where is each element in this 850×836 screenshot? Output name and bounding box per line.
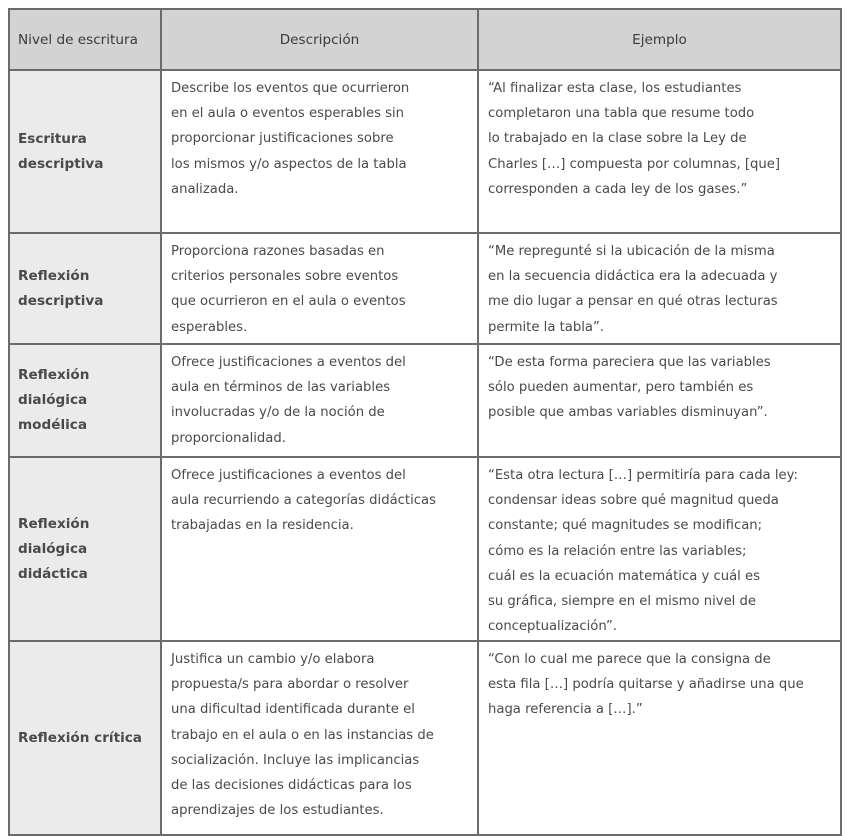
description-text-line: en el aula o eventos esperables sin xyxy=(171,106,405,122)
table-row xyxy=(9,233,841,344)
table-row xyxy=(9,344,841,457)
example-text-line: su gráfica, siempre en el mismo nivel de xyxy=(488,594,757,610)
example-cell xyxy=(478,233,841,344)
example-text-line: cómo es la relación entre las variables; xyxy=(488,543,747,559)
level-text-line: dialógica xyxy=(18,540,88,557)
table-header xyxy=(9,9,841,70)
description-cell xyxy=(161,641,478,835)
level-cell xyxy=(9,344,161,457)
example-cell xyxy=(478,70,841,233)
level-cell xyxy=(9,70,161,233)
description-text-line: involucradas y/o de la noción de xyxy=(171,405,385,421)
table-row xyxy=(9,457,841,641)
example-cell xyxy=(478,457,841,641)
example-text-line: me dio lugar a pensar en qué otras lecturas xyxy=(488,294,778,310)
description-text-line: analizada. xyxy=(171,181,239,197)
description-text-line: una dificultad identificada durante el xyxy=(171,702,415,718)
description-text-line: Describe los eventos que ocurrieron xyxy=(171,81,410,96)
level-text-line: descriptiva xyxy=(18,292,104,309)
description-text-line: aula en términos de las variables xyxy=(171,380,391,396)
table-body xyxy=(9,70,841,835)
example-cell xyxy=(478,344,841,457)
description-text-line: que ocurrieron en el aula o eventos xyxy=(171,294,406,310)
example-text-line: permite la tabla”. xyxy=(488,319,604,335)
example-text-line: esta fila […] podría quitarse y añadirse una que xyxy=(488,677,804,693)
level-text-line: descriptiva xyxy=(18,155,104,172)
example-cell xyxy=(478,641,841,835)
level-text-line: Reflexión crítica xyxy=(18,729,142,746)
example-text-line: “De esta forma pareciera que las variables xyxy=(488,355,771,370)
level-text-line: didáctica xyxy=(18,565,88,582)
header-ejemplo: Ejemplo xyxy=(478,9,841,70)
level-cell xyxy=(9,641,161,835)
description-text-line: esperables. xyxy=(171,319,248,335)
example-text-line: posible que ambas variables disminuyan”. xyxy=(488,405,768,421)
level-cell xyxy=(9,457,161,641)
example-text-line: lo trabajado en la clase sobre la Ley de xyxy=(488,131,747,147)
description-text-line: de las decisiones didácticas para los xyxy=(171,778,412,794)
description-text-line: propuesta/s para abordar o resolver xyxy=(171,677,409,693)
description-text-line: socialización. Incluye las implicancias xyxy=(171,752,420,768)
description-text-line: criterios personales sobre eventos xyxy=(171,269,399,285)
description-text-line: proporcionar justificaciones sobre xyxy=(171,131,394,147)
description-cell xyxy=(161,457,478,641)
example-text-line: condensar ideas sobre qué magnitud queda xyxy=(488,493,779,509)
description-cell xyxy=(161,344,478,457)
example-text-line: sólo pueden aumentar, pero también es xyxy=(488,380,754,396)
example-text-line: en la secuencia didáctica era la adecuada y xyxy=(488,269,778,285)
example-text-line: haga referencia a […].” xyxy=(488,702,643,718)
example-text-line: “Con lo cual me parece que la consigna de xyxy=(488,652,771,667)
description-text-line: los mismos y/o aspectos de la tabla xyxy=(171,156,407,172)
writing-levels-table xyxy=(8,8,842,836)
example-text-line: conceptualización”. xyxy=(488,619,617,635)
description-cell xyxy=(161,70,478,233)
example-text-line: Charles […] compuesta por columnas, [que] xyxy=(488,156,780,172)
example-text-line: “Al finalizar esta clase, los estudiantes xyxy=(488,81,742,96)
level-text-line: Escritura xyxy=(18,130,87,147)
level-text-line: Reflexión xyxy=(18,515,90,532)
table-row xyxy=(9,641,841,835)
example-text-line: “Me repregunté si la ubicación de la misma xyxy=(488,244,775,259)
description-text-line: Justifica un cambio y/o elabora xyxy=(171,652,375,667)
description-text-line: aula recurriendo a categorías didácticas xyxy=(171,493,436,509)
description-text-line: proporcionalidad. xyxy=(171,430,286,446)
level-text-line: Reflexión xyxy=(18,367,90,383)
example-text-line: completaron una tabla que resume todo xyxy=(488,106,755,122)
header-row xyxy=(9,9,841,70)
description-text-line: trabajadas en la residencia. xyxy=(171,518,354,534)
example-text-line: cuál es la ecuación matemática y cuál es xyxy=(488,568,761,584)
level-text-line: dialógica xyxy=(18,392,88,408)
description-text-line: Ofrece justificaciones a eventos del xyxy=(171,468,406,483)
table-row xyxy=(9,70,841,233)
header-descripcion: Descripción xyxy=(161,9,478,70)
example-text-line: corresponden a cada ley de los gases.” xyxy=(488,181,748,197)
header-nivel: Nivel de escritura xyxy=(9,9,161,70)
example-text-line: constante; qué magnitudes se modifican; xyxy=(488,518,763,534)
level-text-line: Reflexión xyxy=(18,267,90,284)
description-text-line: aprendizajes de los estudiantes. xyxy=(171,803,384,819)
level-cell xyxy=(9,233,161,344)
description-text-line: trabajo en el aula o en las instancias de xyxy=(171,727,434,743)
description-text-line: Ofrece justificaciones a eventos del xyxy=(171,355,406,370)
example-text-line: “Esta otra lectura […] permitiría para cada ley: xyxy=(488,468,798,483)
level-text-line: modélica xyxy=(18,417,88,433)
description-cell xyxy=(161,233,478,344)
description-text-line: Proporciona razones basadas en xyxy=(171,244,385,259)
